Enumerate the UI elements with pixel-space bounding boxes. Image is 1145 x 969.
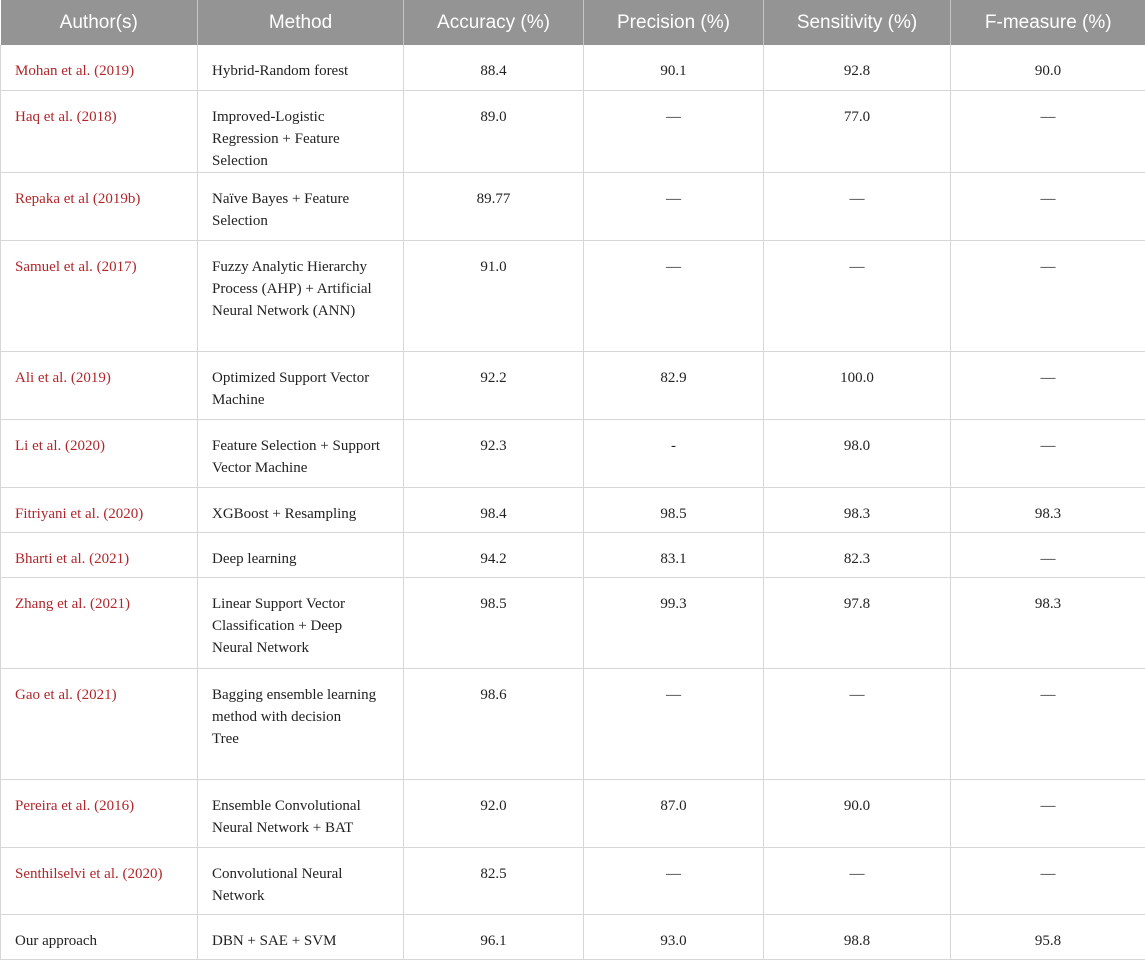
f-measure-cell: — (951, 351, 1145, 419)
precision-cell: 83.1 (584, 532, 764, 577)
table-row (1, 847, 1145, 914)
method-cell: Fuzzy Analytic Hierarchy Process (AHP) + Artificial Neural Network (ANN) (198, 240, 404, 351)
header-f-measure: F-measure (%) (951, 0, 1145, 45)
table-row (1, 240, 1145, 351)
accuracy-cell: 98.4 (404, 487, 584, 532)
method-cell: Linear Support Vector Classification + Deep Neural Network (198, 577, 404, 668)
f-measure-cell: — (951, 172, 1145, 240)
author-cell[interactable]: Mohan et al. (2019) (1, 45, 198, 90)
precision-cell: 99.3 (584, 577, 764, 668)
author-cell[interactable]: Gao et al. (2021) (1, 668, 198, 779)
table-row (1, 532, 1145, 577)
accuracy-cell: 98.5 (404, 577, 584, 668)
header-author: Author(s) (59, 11, 138, 33)
table-header (1, 0, 1145, 45)
accuracy-cell: 96.1 (404, 914, 584, 959)
f-measure-cell: — (951, 532, 1145, 577)
precision-cell: 87.0 (584, 779, 764, 847)
sensitivity-cell: 92.8 (764, 45, 951, 90)
sensitivity-cell: 77.0 (764, 90, 951, 172)
accuracy-cell: 82.5 (404, 847, 584, 914)
sensitivity-cell: — (764, 668, 951, 779)
sensitivity-cell: 100.0 (764, 351, 951, 419)
method-cell: Improved-Logistic Regression + Feature Selection (198, 90, 404, 172)
method-cell: Deep learning (198, 532, 404, 577)
method-cell: Convolutional Neural Network (198, 847, 404, 914)
method-cell: Optimized Support Vector Machine (198, 351, 404, 419)
precision-cell: — (584, 90, 764, 172)
f-measure-cell: 95.8 (951, 914, 1145, 959)
author-cell[interactable]: Zhang et al. (2021) (1, 577, 198, 668)
author-cell[interactable]: Bharti et al. (2021) (1, 532, 198, 577)
accuracy-cell: 88.4 (404, 45, 584, 90)
sensitivity-cell: 82.3 (764, 532, 951, 577)
accuracy-cell: 94.2 (404, 532, 584, 577)
header-precision: Precision (%) (584, 0, 764, 45)
author-cell[interactable]: Repaka et al (2019b) (1, 172, 198, 240)
table-row (1, 419, 1145, 487)
sensitivity-cell: 98.3 (764, 487, 951, 532)
sensitivity-cell: 98.8 (764, 914, 951, 959)
sensitivity-cell: — (764, 172, 951, 240)
sensitivity-cell: 90.0 (764, 779, 951, 847)
sensitivity-cell: 98.0 (764, 419, 951, 487)
table-row (1, 90, 1145, 172)
accuracy-cell: 91.0 (404, 240, 584, 351)
f-measure-cell: — (951, 847, 1145, 914)
header-sensitivity: Sensitivity (%) (764, 0, 951, 45)
author-cell[interactable]: Samuel et al. (2017) (1, 240, 198, 351)
table-row (1, 45, 1145, 90)
f-measure-cell: — (951, 779, 1145, 847)
accuracy-cell: 92.3 (404, 419, 584, 487)
sensitivity-cell: 97.8 (764, 577, 951, 668)
table-row (1, 577, 1145, 668)
table-row (1, 668, 1145, 779)
f-measure-cell: — (951, 90, 1145, 172)
sensitivity-cell: — (764, 240, 951, 351)
author-cell: Our approach (1, 914, 198, 959)
f-measure-cell: — (951, 419, 1145, 487)
f-measure-cell: 98.3 (951, 577, 1145, 668)
precision-cell: — (584, 172, 764, 240)
f-measure-cell: — (951, 240, 1145, 351)
precision-cell: 90.1 (584, 45, 764, 90)
precision-cell: 93.0 (584, 914, 764, 959)
author-cell[interactable]: Li et al. (2020) (1, 419, 198, 487)
accuracy-cell: 89.77 (404, 172, 584, 240)
method-cell: Ensemble Convolutional Neural Network + BAT (198, 779, 404, 847)
accuracy-cell: 92.2 (404, 351, 584, 419)
table-row (1, 779, 1145, 847)
header-accuracy: Accuracy (%) (404, 0, 584, 45)
author-cell[interactable]: Fitriyani et al. (2020) (1, 487, 198, 532)
table-row (1, 487, 1145, 532)
accuracy-cell: 89.0 (404, 90, 584, 172)
f-measure-cell: 90.0 (951, 45, 1145, 90)
author-cell[interactable]: Ali et al. (2019) (1, 351, 198, 419)
author-cell[interactable]: Pereira et al. (2016) (1, 779, 198, 847)
f-measure-cell: 98.3 (951, 487, 1145, 532)
f-measure-cell: — (951, 668, 1145, 779)
table-row (1, 172, 1145, 240)
table-body (1, 45, 1145, 959)
precision-cell: — (584, 240, 764, 351)
accuracy-cell: 98.6 (404, 668, 584, 779)
precision-cell: — (584, 847, 764, 914)
method-cell: Naïve Bayes + Feature Selection (198, 172, 404, 240)
method-cell: Bagging ensemble learning method with decision Tree (198, 668, 404, 779)
table-row (1, 351, 1145, 419)
method-cell: DBN + SAE + SVM (198, 914, 404, 959)
method-cell: Feature Selection + Support Vector Machine (198, 419, 404, 487)
header-row (1, 0, 1145, 45)
precision-cell: — (584, 668, 764, 779)
method-cell: XGBoost + Resampling (198, 487, 404, 532)
sensitivity-cell: — (764, 847, 951, 914)
method-cell: Hybrid-Random forest (198, 45, 404, 90)
precision-cell: 82.9 (584, 351, 764, 419)
precision-cell: 98.5 (584, 487, 764, 532)
precision-cell: - (584, 419, 764, 487)
author-cell[interactable]: Haq et al. (2018) (1, 90, 198, 172)
author-cell[interactable]: Senthilselvi et al. (2020) (1, 847, 198, 914)
accuracy-cell: 92.0 (404, 779, 584, 847)
table-row (1, 914, 1145, 959)
header-method: Method (198, 0, 404, 45)
